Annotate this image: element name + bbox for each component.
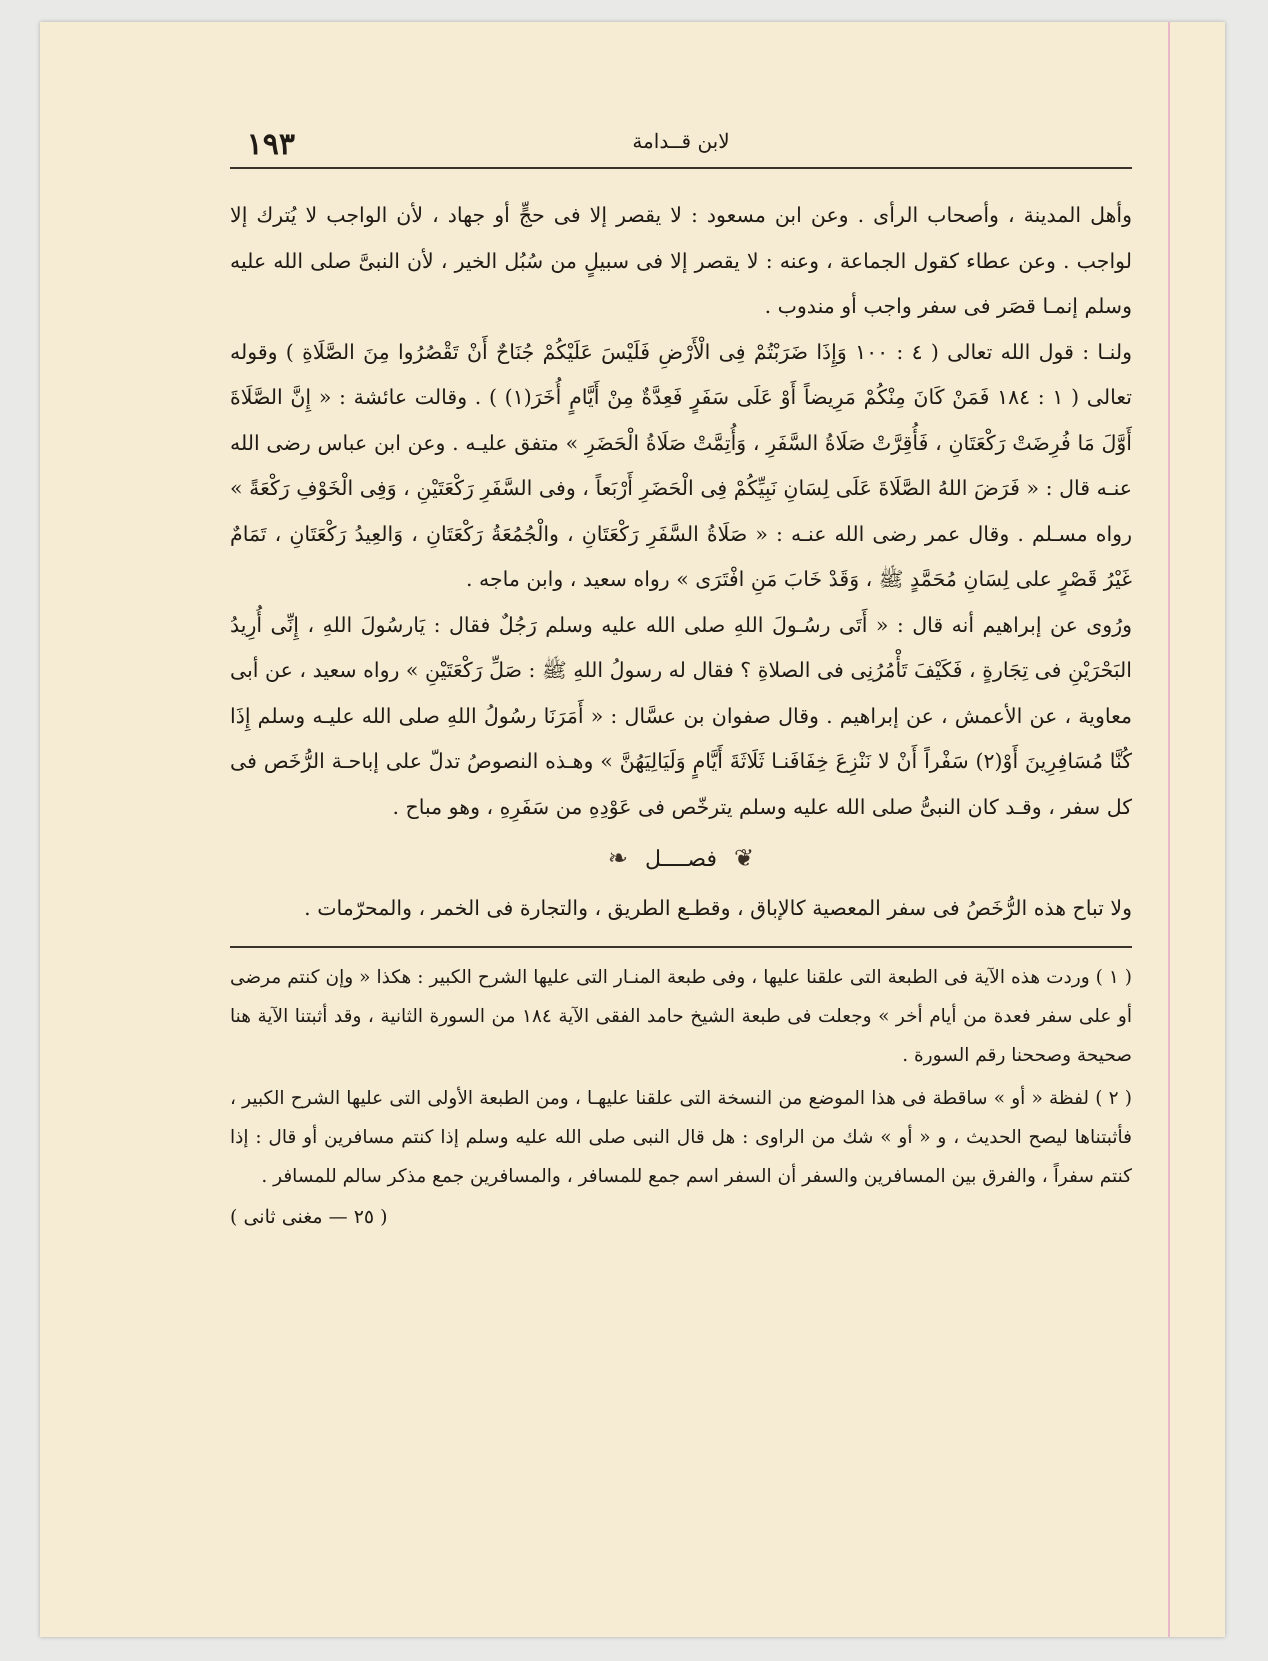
margin-rule [1168, 22, 1170, 1637]
paragraph-4: ولا تباح هذه الرُّخَصُ فى سفر المعصية كالإباق ، وقطـع الطريق ، والتجارة فى الخمر ، والمحرّمات . [304, 896, 1132, 920]
signature-mark: ( ٢٥ — مغنى ثانى ) [230, 1205, 388, 1228]
scanned-page [40, 22, 1225, 1637]
section-heading [230, 834, 1132, 884]
section-heading-label: فصــــل [644, 847, 718, 872]
ornament-icon: ❦ [734, 844, 755, 872]
page-number: ١٩٣ [246, 127, 295, 162]
main-text [230, 193, 1132, 932]
running-title: لابن قــدامة [632, 129, 730, 153]
footnote-1: ( ١ ) وردت هذه الآية فى الطبعة التى علقنا عليها ، وفى طبعة المنـار التى عليها الشرح الكبير : هكذا « وإن كنتم مرضى أو على سفر فعدة من أيام أخر » وجعلت فى طبعة الشيخ حامد الفقى الآية ١٨٤ من السورة الثانية ، وقد أثبتنا الآية هنا صحيحة وصححنا رقم السورة . [230, 966, 1132, 1066]
page-header [230, 117, 1132, 169]
page-content [230, 117, 1132, 1228]
paragraph-1: وأهل المدينة ، وأصحاب الرأى . وعن ابن مسعود : لا يقصر إلا فى حجٍّ أو جهاد ، لأن الواجب لا يُترك إلا لواجب . وعن عطاء كقول الجماعة ، وعنه : لا يقصر إلا فى سبيلٍ من سُبُل الخير ، لأن النبىَّ صلى الله عليه وسلم إنمـا قصَر فى سفر واجب أو مندوب . [230, 203, 1132, 318]
ornament-icon: ❧ [607, 844, 628, 872]
footnote-2: ( ٢ ) لفظة « أو » ساقطة فى هذا الموضع من النسخة التى علقنا عليهـا ، ومن الطبعة الأولى التى عليها الشرح الكبير ، فأثبتناها ليصح الحديث ، و « أو » شك من الراوى : هل قال النبى صلى الله عليه وسلم إذا كنتم مسافرين أو قال : إذا كنتم سفراً ، والفرق بين المسافرين والسفر أن السفر اسم جمع للمسافر ، والمسافرين جمع مذكر سالم للمسافر . [230, 1087, 1132, 1187]
paragraph-2: ولنـا : قول الله تعالى ( ٤ : ١٠٠ وَإِذَا ضَرَبْتُمْ فِى الْأَرْضِ فَلَيْسَ عَلَيْكُمْ جُنَاحٌ أَنْ تَقْصُرُوا مِنَ الصَّلَاةِ ) وقوله تعالى ( ١ : ١٨٤ فَمَنْ كَانَ مِنْكُمْ مَرِيضاً أَوْ عَلَى سَفَرٍ فَعِدَّةٌ مِنْ أَيَّامٍ أُخَرَ(١) ) . وقالت عائشة : « إِنَّ الصَّلَاةَ أَوَّلَ مَا فُرِضَتْ رَكْعَتَانِ ، فَأُقِرَّتْ صَلَاةُ السَّفَرِ ، وَأُتِمَّتْ صَلَاةُ الْحَضَرِ » متفق عليـه . وعن ابن عباس رضى الله عنـه قال : « فَرَضَ اللهُ الصَّلَاةَ عَلَى لِسَانِ نَبِيِّكُمْ فِى الْحَضَرِ أَرْبَعاً ، وفى السَّفَرِ رَكْعَتَيْنِ ، وَفِى الْخَوْفِ رَكْعَةً » رواه مسـلم . وقال عمر رضى الله عنـه : « صَلَاةُ السَّفَرِ رَكْعَتَانِ ، والْجُمُعَةُ رَكْعَتَانِ ، وَالعِيدُ رَكْعَتَانِ ، تَمَامٌ غَيْرُ قَصْرٍ على لِسَانِ مُحَمَّدٍ ﷺ ، وَقَدْ خَابَ مَنِ افْتَرَى » رواه سعيد ، وابن ماجه . [230, 339, 1132, 591]
footnotes [230, 946, 1132, 1196]
paragraph-3: ورُوى عن إبراهيم أنه قال : « أَتَى رسُـولَ اللهِ صلى الله عليه وسلم رَجُلٌ فقال : يَارسُولَ اللهِ ، إِنِّى أُرِيدُ البَحْرَيْنِ فى تِجَارةٍ ، فَكَيْفَ تَأْمُرُنِى فى الصلاةِ ؟ فقال له رسولُ اللهِ ﷺ : صَلِّ رَكْعَتَيْنِ » رواه سعيد ، عن أبى معاوية ، عن الأعمش ، عن إبراهيم . وقال صفوان بن عسَّال : « أَمَرَنَا رسُولُ اللهِ صلى الله عليـه وسلم إِذَا كُنَّا مُسَافِرِينَ أَوْ(٢) سَفْراً أَنْ لا نَنْزِعَ خِفَافَنـا ثَلَاثَةَ أَيَّامٍ وَلَيَالِيَهُنَّ » وهـذه النصوصُ تدلّ على إباحـة الرُّخَص فى كل سفر ، وقـد كان النبىُّ صلى الله عليه وسلم يترخّص فى عَوْدِهِ من سَفَرِهِ ، وهو مباح . [230, 612, 1132, 819]
